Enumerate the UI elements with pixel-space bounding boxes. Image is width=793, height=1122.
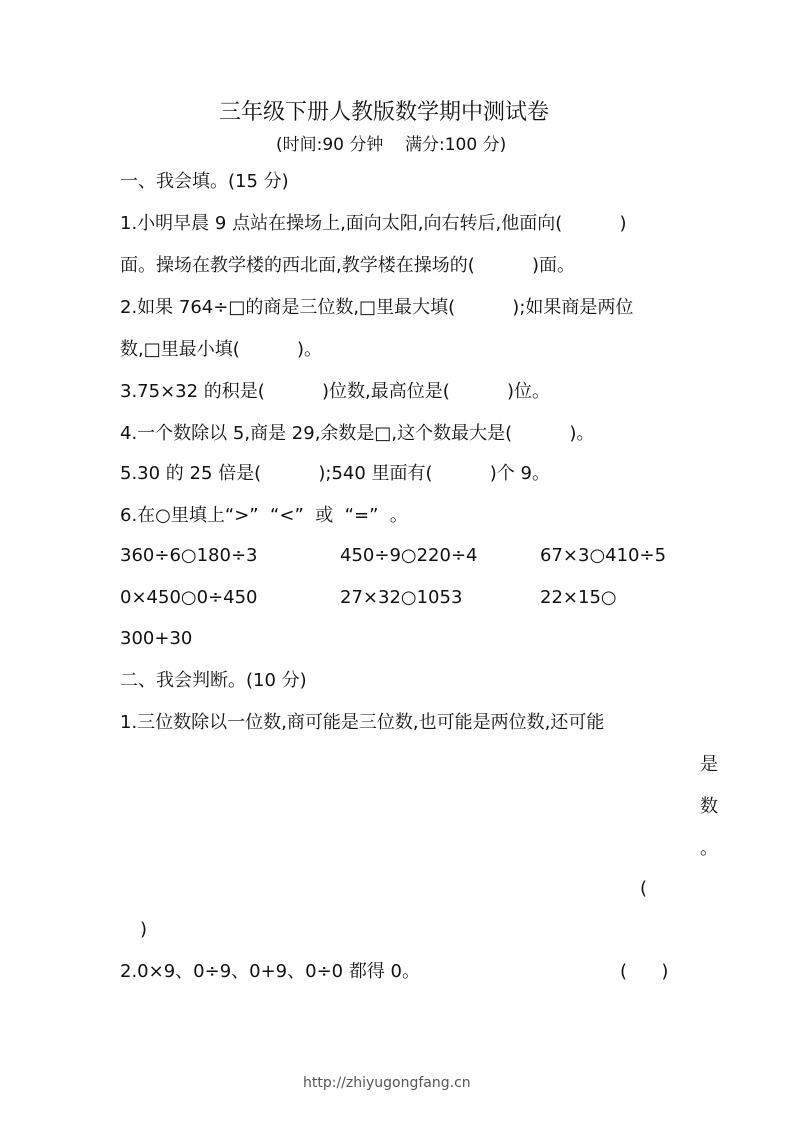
question-line: 2.如果 764÷□的商是三位数,□里最大填( );如果商是两位 [120, 297, 634, 318]
question-line: 2.0×9、0÷9、0+9、0÷0 都得 0。 [120, 961, 421, 982]
compare-item: 0×450○0÷450 [120, 587, 258, 608]
question-line: 6.在○里填上“>” “<” 或 “=” 。 [120, 505, 408, 526]
question-line: 3.75×32 的积是( )位数,最高位是( )位。 [120, 381, 551, 402]
question-overflow-char: 。 [700, 838, 718, 859]
page-subtitle: (时间:90 分钟 满分:100 分) [276, 135, 507, 155]
question-line: 5.30 的 25 倍是( );540 里面有( )个 9。 [120, 463, 550, 484]
answer-paren-open: ( [640, 878, 648, 899]
compare-item: 22×15○ [540, 587, 617, 608]
answer-paren: ( ) [620, 961, 669, 982]
compare-item: 450÷9○220÷4 [340, 545, 478, 566]
question-line: 1.小明早晨 9 点站在操场上,面向太阳,向右转后,他面向( ) [120, 213, 627, 234]
question-line: 4.一个数除以 5,商是 29,余数是□,这个数最大是( )。 [120, 423, 595, 444]
question-overflow-char: 数 [700, 796, 718, 817]
compare-item: 360÷6○180÷3 [120, 545, 258, 566]
question-overflow-char: 是 [700, 754, 718, 775]
page-title: 三年级下册人教版数学期中测试卷 [219, 100, 550, 125]
question-line: 数,□里最小填( )。 [120, 339, 322, 360]
compare-item: 27×32○1053 [340, 587, 463, 608]
compare-item: 300+30 [120, 628, 193, 649]
section2-heading: 二、我会判断。(10 分) [120, 670, 307, 691]
question-line: 1.三位数除以一位数,商可能是三位数,也可能是两位数,还可能 [120, 712, 605, 733]
question-line: 面。操场在教学楼的西北面,教学楼在操场的( )面。 [120, 255, 575, 276]
section1-heading: 一、我会填。(15 分) [120, 171, 289, 192]
compare-item: 67×3○410÷5 [540, 545, 667, 566]
footer-url[interactable]: http://zhiyugongfang.cn [303, 1075, 471, 1091]
answer-paren-close: ) [140, 919, 148, 940]
